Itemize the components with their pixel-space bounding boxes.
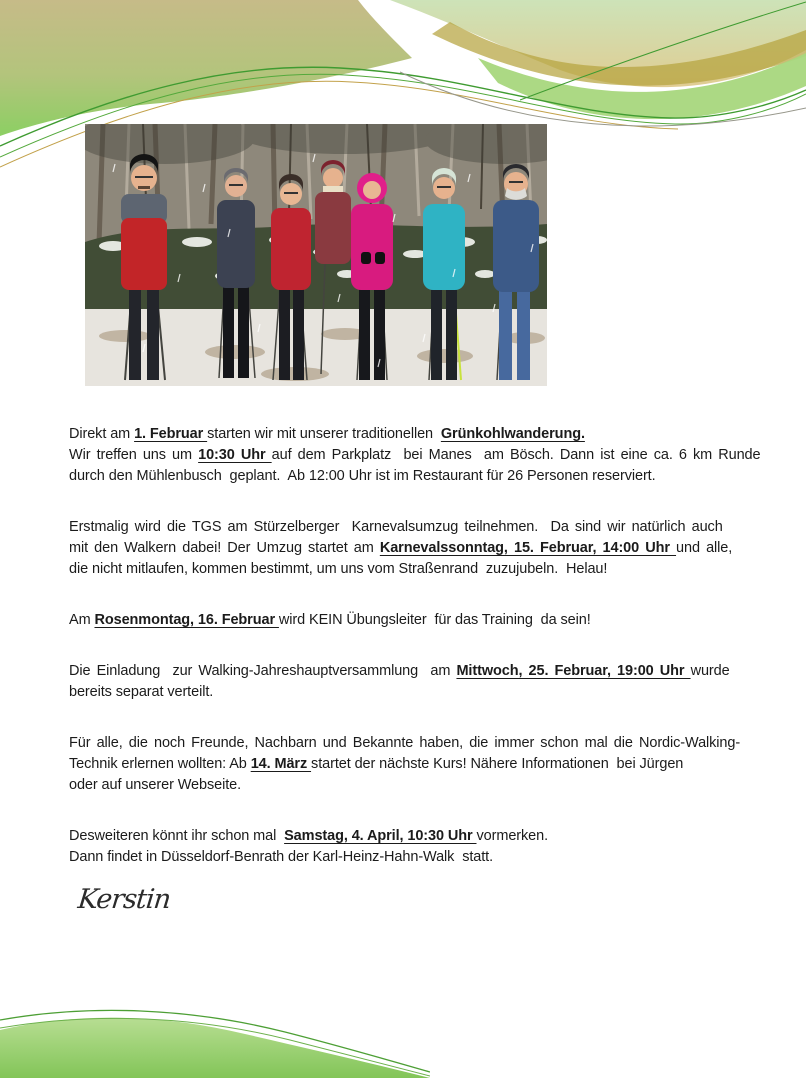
text-line xyxy=(69,847,741,868)
text-segment: Die Einladung zur Walking-Jahreshauptversammlung am xyxy=(69,663,457,679)
text-segment: Technik erlernen wollten: Ab xyxy=(69,756,251,772)
text-segment: starten wir mit unserer traditionellen xyxy=(207,426,441,442)
text-segment: die nicht mitlaufen, kommen bestimmt, um uns vom Straßenrand zuzujubeln. Helau! xyxy=(69,561,608,577)
text-line xyxy=(69,661,741,682)
text-line xyxy=(69,538,741,559)
paragraph xyxy=(69,826,741,868)
text-line xyxy=(69,733,741,754)
text-line xyxy=(69,682,741,703)
text-segment: wird KEIN Übungsleiter für das Training da sein! xyxy=(278,612,591,628)
text-segment: oder auf unserer Webseite. xyxy=(69,777,242,793)
group-photo xyxy=(85,124,547,386)
text-segment: Rosenmontag, 16. Februar xyxy=(94,612,279,628)
text-segment: Mittwoch, 25. Februar, 19:00 Uhr xyxy=(456,663,691,679)
text-line xyxy=(69,826,741,847)
text-segment: Karnevalssonntag, 15. Februar, 14:00 Uhr xyxy=(379,540,677,556)
signature-kerstin: Kerstin xyxy=(76,884,172,915)
text-segment: 1. Februar xyxy=(134,426,208,442)
text-segment: vormerken. xyxy=(476,828,549,844)
text-line xyxy=(69,610,741,631)
paragraph xyxy=(69,517,741,580)
text-segment: Dann findet in Düsseldorf-Benrath der Karl-Heinz-Hahn-Walk statt. xyxy=(69,849,494,865)
text-segment: Für alle, die noch Freunde, Nachbarn und Bekannte haben, die immer schon mal die Nordic-Walking- xyxy=(69,735,741,751)
text-line xyxy=(69,445,761,466)
text-line xyxy=(69,754,741,775)
text-line xyxy=(69,775,741,796)
text-segment: startet der nächste Kurs! Nähere Informationen bei Jürgen xyxy=(311,756,684,772)
text-segment: Desweiteren könnt ihr schon mal xyxy=(69,828,285,844)
paragraph xyxy=(69,661,741,703)
text-line xyxy=(69,517,741,538)
text-segment: Direkt am xyxy=(69,426,135,442)
text-segment: Grünkohlwanderung. xyxy=(440,426,585,442)
text-segment: Am xyxy=(69,612,95,628)
text-segment: Wir treffen uns um xyxy=(69,447,199,463)
text-line xyxy=(69,424,741,445)
text-segment: 10:30 Uhr xyxy=(198,447,272,463)
text-segment: Erstmalig wird die TGS am Stürzelberger Karnevalsumzug teilnehmen. Da sind wir natürlich auch xyxy=(69,519,723,535)
text-segment: auf dem Parkplatz bei Manes am Bösch. Dann ist eine ca. 6 km Runde xyxy=(271,447,761,463)
text-segment: 14. März xyxy=(250,756,312,772)
text-segment: mit den Walkern dabei! Der Umzug startet am xyxy=(69,540,380,556)
paragraph xyxy=(69,424,761,487)
text-line xyxy=(69,559,741,580)
paragraph xyxy=(69,733,741,796)
text-segment: bereits separat verteilt. xyxy=(69,684,214,700)
text-segment: durch den Mühlenbusch geplant. Ab 12:00 Uhr ist im Restaurant für 26 Personen reserviert. xyxy=(69,468,656,484)
text-segment: und alle, xyxy=(676,540,733,556)
text-line xyxy=(69,466,741,487)
text-segment: Samstag, 4. April, 10:30 Uhr xyxy=(284,828,477,844)
footer-wave-decoration xyxy=(0,1000,430,1078)
paragraph xyxy=(69,610,741,631)
text-segment: wurde xyxy=(690,663,730,679)
newsletter-body xyxy=(69,424,761,898)
